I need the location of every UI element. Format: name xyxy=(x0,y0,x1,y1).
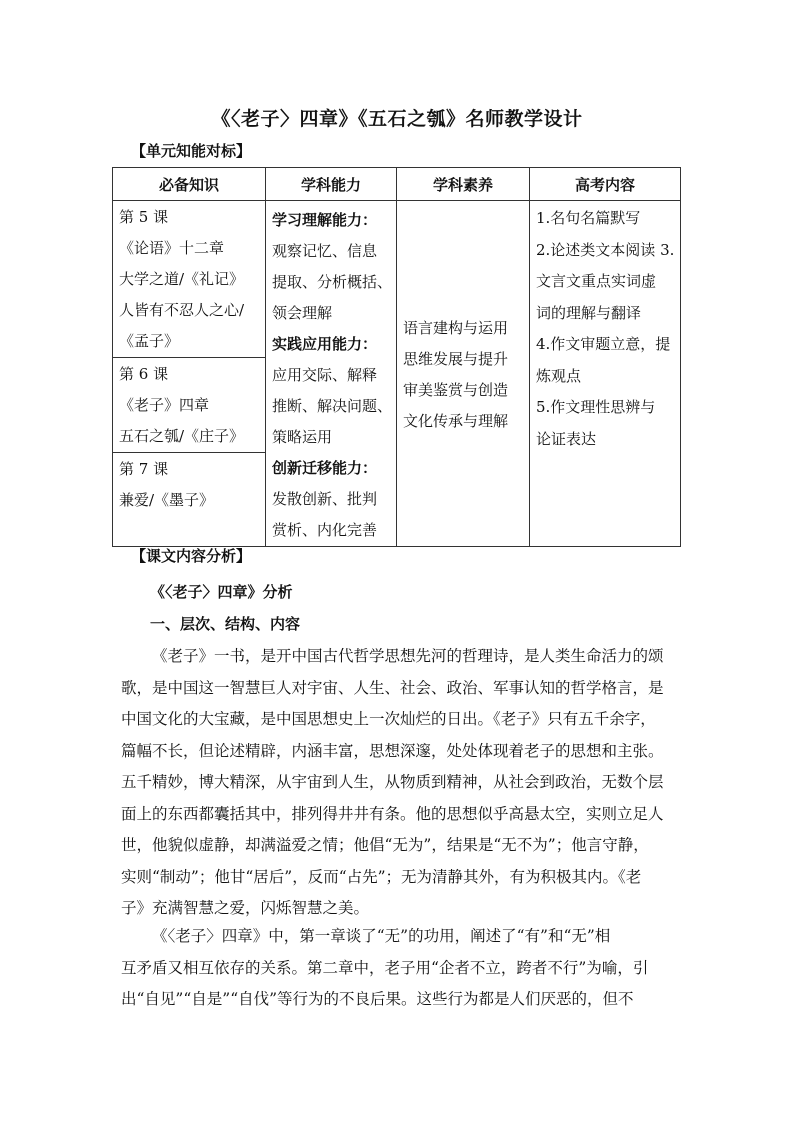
knowledge-cell-lesson6 xyxy=(113,358,266,453)
exam-line: 文言文重点实词虚 xyxy=(536,272,657,290)
literacy-line: 审美鉴赏与创造 xyxy=(403,381,509,399)
exam-line: 2.论述类文本阅读 3. xyxy=(536,240,675,259)
exam-line: 1.名句名篇默写 xyxy=(536,209,641,227)
analysis-title: 《〈老子〉四章》分析 xyxy=(150,583,293,601)
knowledge-cell-lesson5 xyxy=(113,201,266,358)
ability-line: 发散创新、批判 xyxy=(272,490,378,508)
literacy-line: 思维发展与提升 xyxy=(403,350,509,368)
exam-line: 5.作文理性思辨与 xyxy=(536,398,656,416)
section-heading-unit-standards: 【单元知能对标】 xyxy=(131,142,252,160)
paragraph-line: 子》充满智慧之爱，闪烁智慧之美。 xyxy=(121,899,370,917)
knowledge-line: 《孟子》 xyxy=(119,332,180,350)
knowledge-line: 第 5 课 xyxy=(119,208,169,226)
table-header-row xyxy=(113,168,681,201)
exam-line: 4.作文审题立意，提 xyxy=(536,335,671,353)
knowledge-line: 五石之瓠/《庄子》 xyxy=(119,427,245,445)
literacy-line: 语言建构与运用 xyxy=(403,319,509,337)
table-header-cell: 学科素养 xyxy=(397,168,530,201)
ability-line: 提取、分析概括、 xyxy=(272,273,393,291)
paragraph-line: 中国文化的大宝藏，是中国思想史上一次灿烂的日出。《老子》只有五千余字， xyxy=(121,710,656,728)
ability-line: 领会理解 xyxy=(272,304,333,322)
knowledge-ability-table xyxy=(112,167,681,547)
ability-line: 学习理解能力： xyxy=(272,211,378,229)
knowledge-line: 人皆有不忍人之心/ xyxy=(119,301,245,319)
exam-content-cell xyxy=(530,201,681,547)
knowledge-line: 大学之道/《礼记》 xyxy=(119,270,245,288)
paragraph-laozi-intro xyxy=(121,641,681,925)
paragraph-line: 《〈老子〉四章》中，第一章谈了“无”的功用，阐述了“有”和“无”相 xyxy=(152,927,611,945)
knowledge-line: 第 6 课 xyxy=(119,365,169,383)
paragraph-four-chapters xyxy=(121,921,681,1016)
paragraph-line: 互矛盾又相互依存的关系。第二章中，老子用“企者不立，跨者不行”为喻，引 xyxy=(121,958,649,977)
literacy-line: 文化传承与理解 xyxy=(403,412,509,430)
ability-line: 推断、解决问题、 xyxy=(272,397,393,415)
section-heading-text-analysis: 【课文内容分析】 xyxy=(131,547,252,565)
literacy-cell xyxy=(397,201,530,547)
subheading-structure: 一、层次、结构、内容 xyxy=(150,615,301,633)
exam-line: 炼观点 xyxy=(536,366,582,385)
table-header-cell: 学科能力 xyxy=(266,168,397,201)
knowledge-line: 《老子》四章 xyxy=(119,396,210,414)
paragraph-line: 面上的东西都囊括其中，排列得井井有条。他的思想似乎高悬太空，实则立足人 xyxy=(121,804,664,823)
knowledge-line: 第 7 课 xyxy=(119,460,169,478)
knowledge-line: 兼爱/《墨子》 xyxy=(119,491,215,509)
paragraph-line: 世，他貌似虚静，却满溢爱之情；他倡“无为”，结果是“无不为”；他言守静， xyxy=(121,836,649,854)
paragraph-line: 歌，是中国这一智慧巨人对宇宙、人生、社会、政治、军事认知的哲学格言，是 xyxy=(121,678,664,697)
exam-line: 论证表达 xyxy=(536,429,597,448)
paragraph-line: 五千精妙，博大精深，从宇宙到人生，从物质到精神，从社会到政治，无数个层 xyxy=(121,773,664,791)
table-header-cell: 必备知识 xyxy=(113,168,266,201)
ability-line: 观察记忆、信息 xyxy=(272,242,378,260)
ability-line: 赏析、内化完善 xyxy=(272,521,378,539)
paragraph-line: 《老子》一书，是开中国古代哲学思想先河的哲理诗，是人类生命活力的颂 xyxy=(152,647,664,665)
ability-line: 策略运用 xyxy=(272,428,333,446)
knowledge-line: 《论语》十二章 xyxy=(119,239,225,257)
paragraph-line: 出“自见”“自是”“自伐”等行为的不良后果。这些行为都是人们厌恶的，但不 xyxy=(121,990,634,1008)
table-header-cell: 高考内容 xyxy=(530,168,681,201)
paragraph-line: 实则“制动”；他甘“居后”，反而“占先”；无为清静其外，有为积极其内。《老 xyxy=(121,867,642,886)
document-title: 《〈老子〉四章》《五石之瓠》名师教学设计 xyxy=(211,108,583,130)
ability-line: 实践应用能力： xyxy=(272,335,378,353)
table-row xyxy=(113,201,681,358)
ability-line: 应用交际、解释 xyxy=(272,366,378,384)
knowledge-cell-lesson7 xyxy=(113,453,266,547)
exam-line: 词的理解与翻译 xyxy=(536,303,642,322)
ability-line: 创新迁移能力： xyxy=(272,459,378,477)
ability-cell xyxy=(266,201,397,547)
paragraph-line: 篇幅不长，但论述精辟，内涵丰富，思想深邃，处处体现着老子的思想和主张。 xyxy=(121,741,664,760)
